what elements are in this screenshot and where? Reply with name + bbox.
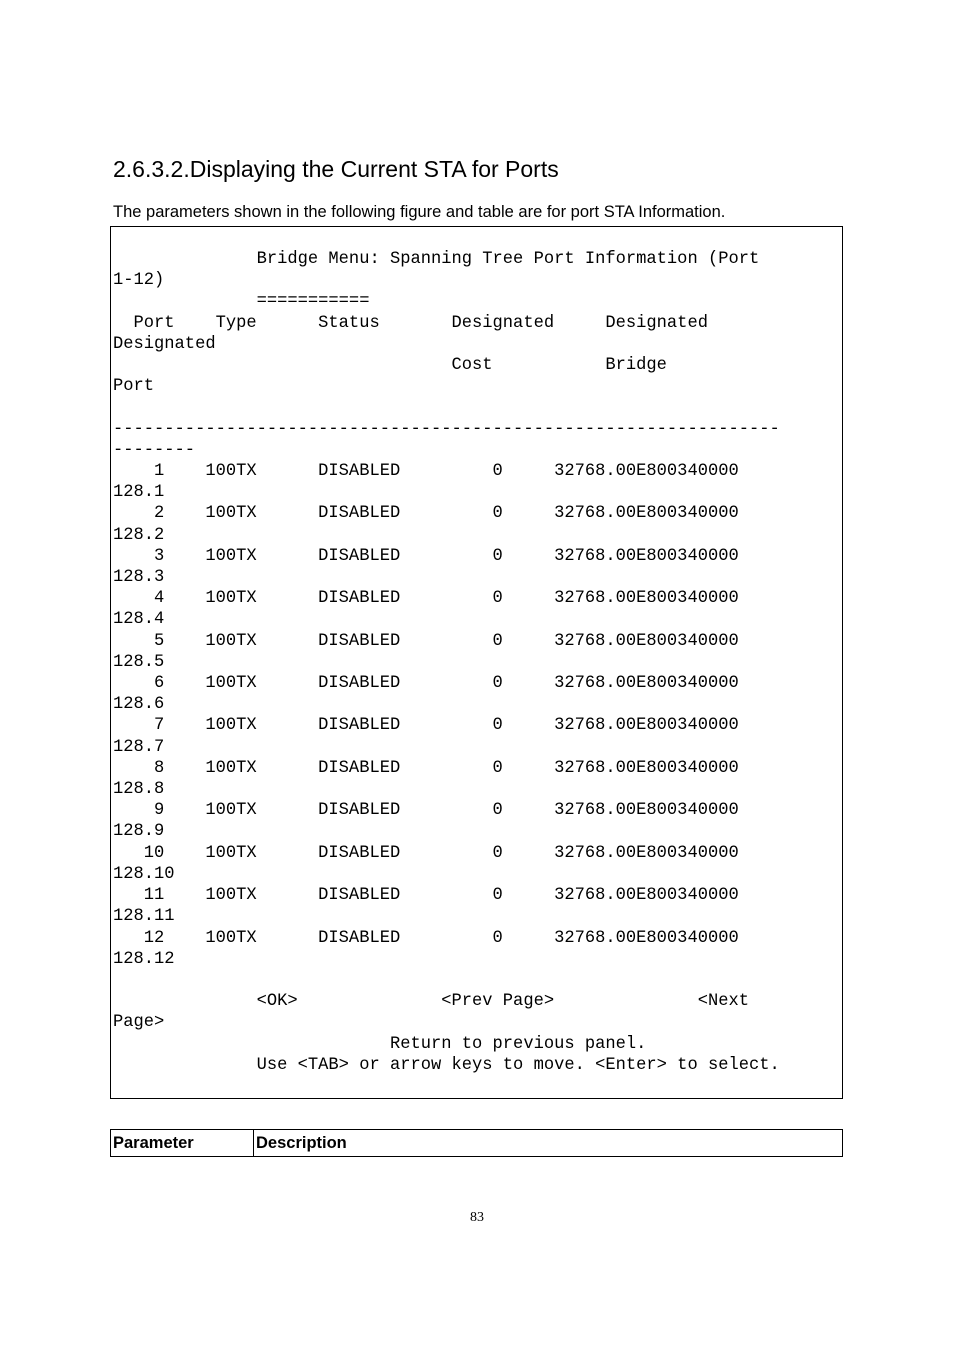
table-header-parameter: Parameter: [111, 1130, 254, 1157]
console-screen-figure: [110, 226, 843, 1099]
table-header-description: Description: [254, 1130, 843, 1157]
table-header-row: [111, 1130, 843, 1157]
page-number: 83: [470, 1210, 484, 1225]
intro-paragraph: The parameters shown in the following figure and table are for port STA Information.: [113, 203, 726, 221]
console-text: Bridge Menu: Spanning Tree Port Information (Port 1-12) =========== Port Type Status Designated Designated Designated Cost Bridge Port ----------------------------------------------------------------- -------- 1 100TX DISABLED 0 32768.00E800340000 128.1 2 100TX DISABLED 0 32768.00E800340000 128.2 3 100TX DISABLED 0 32768.00E800340000 128.3 4 100TX DISABLED 0 32768.00E800340000 128.4 5 100TX DISABLED 0 32768.00E800340000 128.5 6 100TX DISABLED 0 32768.00E800340000 128.6 7 100TX DISABLED 0 32768.00E800340000 128.7 8 100TX DISABLED 0 32768.00E800340000 128.8 9 100TX DISABLED 0 32768.00E800340000 128.9 10 100TX DISABLED 0 32768.00E800340000 128.10 11 100TX DISABLED 0 32768.00E800340000 128.11 12 100TX DISABLED 0 32768.00E800340000 128.12 <OK> <Prev Page> <Next Page> Return to previous panel. Use <TAB> or arrow keys to move. <Enter> to select.: [113, 250, 780, 1075]
parameter-table: [110, 1129, 843, 1157]
section-heading: 2.6.3.2.Displaying the Current STA for Ports: [113, 156, 559, 182]
